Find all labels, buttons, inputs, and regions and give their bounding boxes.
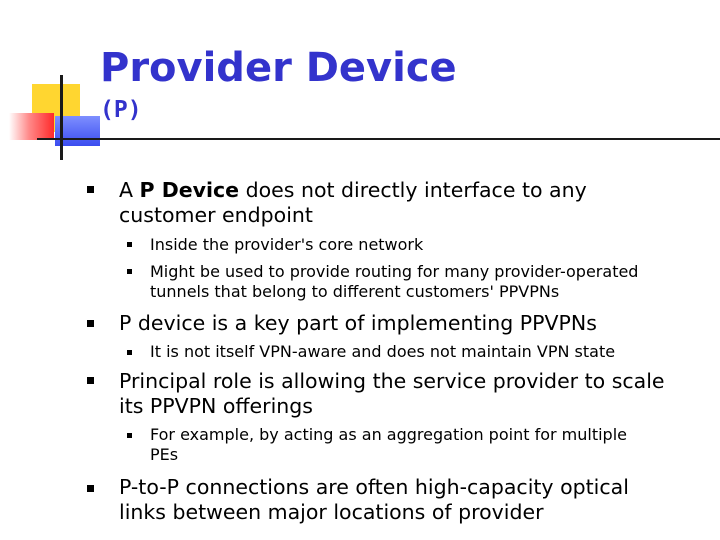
bullet-text [119,311,597,336]
bullet-text [119,369,665,419]
bullet-text [119,178,587,228]
sub-bullet-line: Might be used to provide routing for many provider-operated [150,262,639,281]
sub-bullet-square-icon [127,433,132,438]
bullet-line: P device is a key part of implementing PPVPNs [119,311,597,335]
bullet-text [119,475,629,525]
bullet-line [119,178,587,203]
sub-bullet-text [150,262,638,302]
sub-bullet-square-icon [127,350,132,355]
bullet-square-icon [87,377,94,384]
sub-bullet-text [150,425,627,465]
red-square-decoration [9,113,54,140]
bold-term: P Device [139,178,240,202]
sub-bullet-line: Inside the provider's core network [150,235,424,254]
bullet-square-icon [87,186,94,193]
sub-bullet-line: For example, by acting as an aggregation point for multiple [150,425,627,444]
bullet-line: links between major locations of provider [119,500,544,524]
slide-subtitle: (P) [100,97,142,123]
sub-bullet-line: PEs [150,445,179,464]
bullet-square-icon [87,320,94,327]
bullet-line: P-to-P connections are often high-capacity optical [119,475,629,499]
text-span: does not directly interface to any [239,178,587,202]
text-span: A [119,178,140,202]
bullet-line: customer endpoint [119,203,313,227]
slide-title: Provider Device [100,45,457,91]
sub-bullet-square-icon [127,242,132,247]
bullet-square-icon [87,485,94,492]
sub-bullet-line: tunnels that belong to different customers' PPVPNs [150,282,560,301]
sub-bullet-square-icon [127,269,132,274]
sub-bullet-text [150,342,615,362]
horizontal-rule [37,138,720,140]
bullet-line: its PPVPN offerings [119,394,313,418]
vertical-rule [60,75,63,160]
sub-bullet-text [150,235,423,255]
sub-bullet-line: It is not itself VPN-aware and does not maintain VPN state [150,342,616,361]
bullet-line: Principal role is allowing the service provider to scale [119,369,665,393]
